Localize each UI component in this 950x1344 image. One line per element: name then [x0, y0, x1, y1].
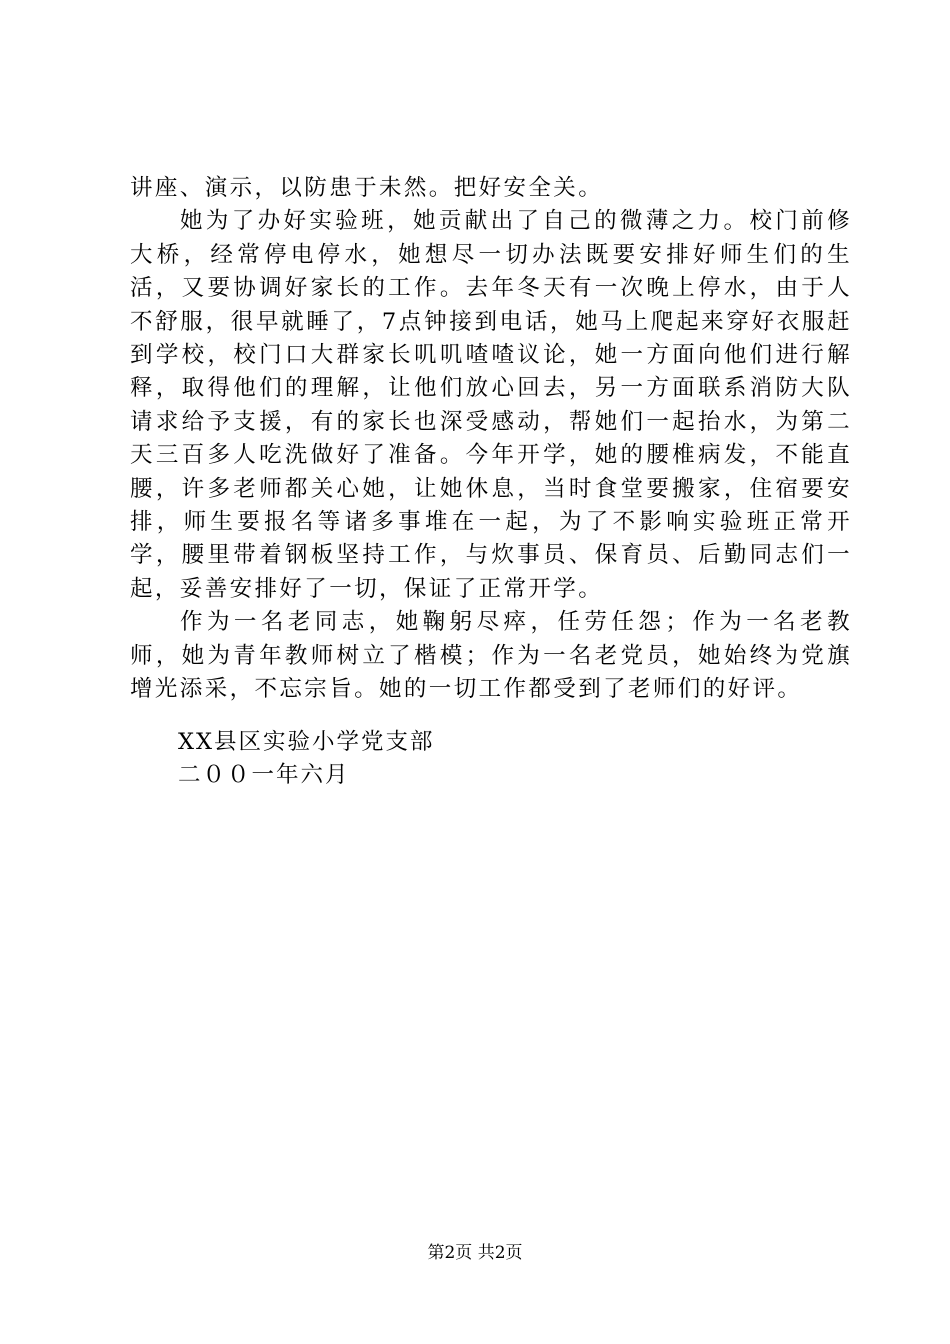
signature-date: 二００一年六月: [178, 762, 350, 789]
signature-organization: XX县区实验小学党支部: [178, 729, 435, 755]
paragraph-continuation: 讲座、演示，以防患于未然。把好安全关。: [130, 175, 604, 201]
paragraph-experimental-class: 她为了办好实验班，她贡献出了自己的微薄之力。校门前修大桥，经常停电停水，她想尽一切办法既要安排好师生们的生活，又要协调好家长的工作。去年冬天有一次晚上停水，由于人不舒服，很早就睡了，7点钟接到电话，她马上爬起来穿好衣服赶到学校，校门口大群家长叽叽喳喳议论，她一方面向他们进行解释，取得他们的理解，让他们放心回去，另一方面联系消防大队请求给予支援，有的家长也深受感动，帮她们一起抬水，为第二天三百多人吃洗做好了准备。今年开学，她的腰椎病发，不能直腰，许多老师都关心她，让她休息，当时食堂要搬家，住宿要安排，师生要报名等诸多事堆在一起，为了不影响实验班正常开学，腰里带着钢板坚持工作，与炊事员、保育员、后勤同志们一起，妥善安排好了一切，保证了正常开学。: [130, 208, 852, 602]
signature-block: [178, 726, 435, 793]
document-body: [130, 172, 852, 707]
paragraph-summary: 作为一名老同志，她鞠躬尽瘁，任劳任怨；作为一名老教师，她为青年教师树立了楷模；作为一名老党员，她始终为党旗增光添采，不忘宗旨。她的一切工作都受到了老师们的好评。: [130, 609, 852, 703]
page-footer: 第2页 共2页: [427, 1243, 523, 1263]
